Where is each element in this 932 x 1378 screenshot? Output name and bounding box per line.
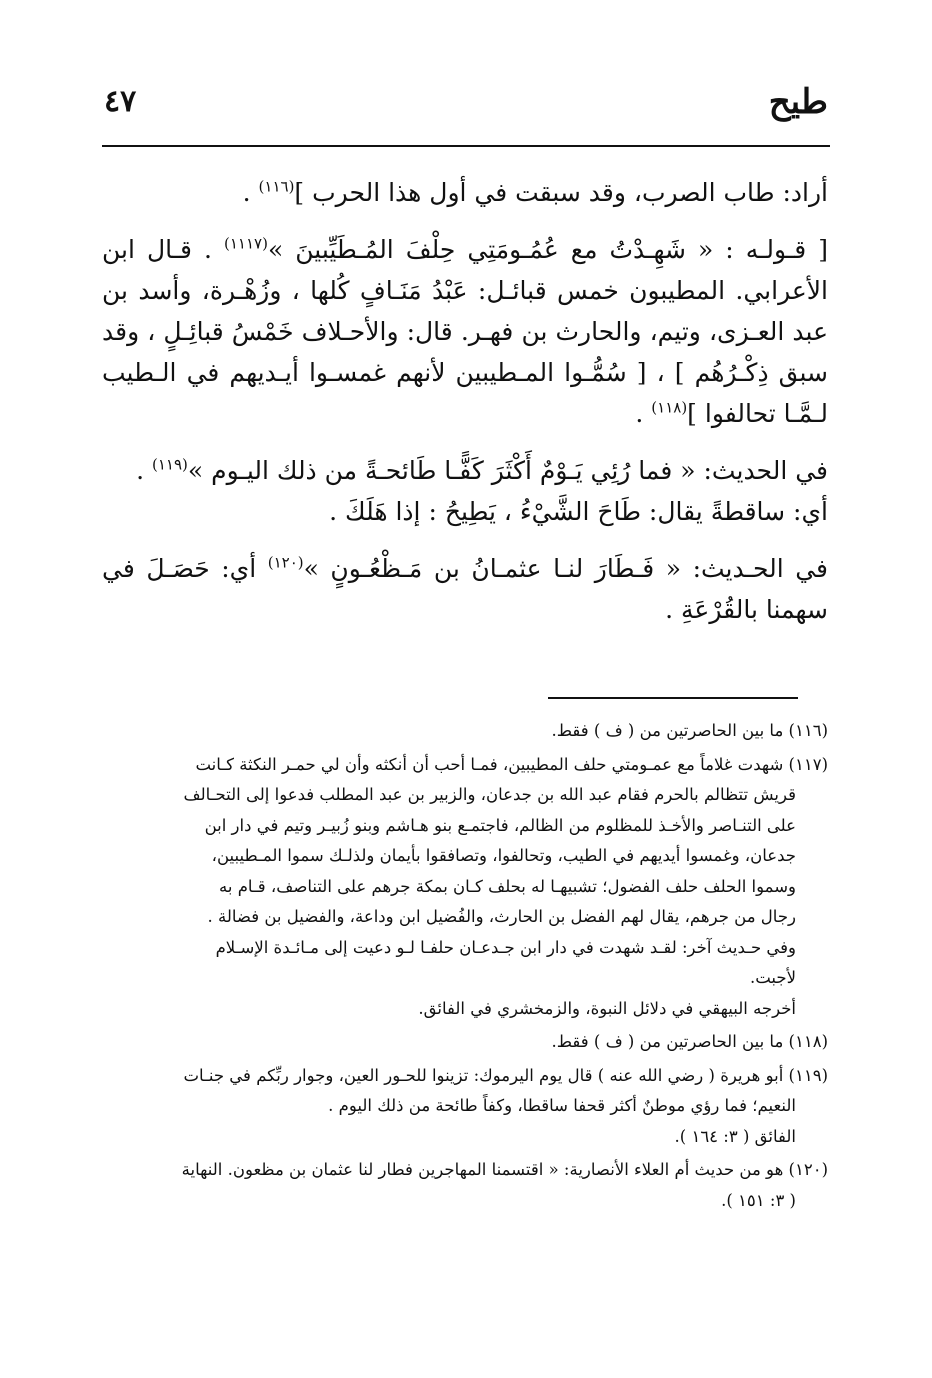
paragraph-1: أراد: طاب الصرب، وقد سبقت في أول هذا الحرب ]$^{(١١٦)}$ . — [242, 177, 828, 207]
page-header-title: طيح — [768, 82, 828, 122]
footnotes — [102, 716, 828, 1219]
footnote-120: (١٢٠) هو من حديث أم العلاء الأنصارية: « اقتسمنا المهاجرين فطار لنا عثمان بن مظعون. النهاية ( ٣: ١٥١ ). — [181, 1160, 828, 1210]
footnote-117: (١١٧) شهدت غلاماً مع عمـومتي حلف المطيبين، فمـا أحب أن أنكثه وأن لي حمـر النكثة كـانت قريش تتظالم بالحرم فقام عبد الله بن جدعان، والزبير بن عبد المطلب فدعوا إلى التحـالف على التنـاصر والأخـذ للمظلوم من الظالم، فاجتمـع بنو هـاشم وبنو زُبيـر وتيم في دار ابن جدعان، وغمسوا أيديهم في الطيب، وتحالفوا، وتصافقوا بأيمان ولذلـك سموا المـطيبين، وسموا الحلف حلف الفضول؛ تشبيهـا له بحلف كـان بمكة جرهم على التناصف، قـام به رجال من جرهم، يقال لهم الفضل بن الحارث، والفُضيل ابن وداعة، والفضيل بن فضالة . وفي حـديث آخر: لقـد شهدت في دار ابن جـدعـان حلفـا لـو دعيت إلى مـائـدة الإسـلام لأجبت. أخرجه البيهقي في دلائل النبوة، والزمخشري في الفائق. — [183, 754, 828, 1018]
footnote-ref-116: (١١٦) — [258, 177, 295, 196]
paragraph-3-text-b: أي: ساقطةً يقال: طَاحَ الشَّيْءُ ، يَطِيحُ : إذا هَلَكَ . — [329, 497, 828, 526]
footnote-ref-117: (١١١٧) — [223, 234, 268, 253]
header-divider — [102, 145, 830, 147]
footnote-divider — [548, 697, 798, 699]
paragraph-1-text: أراد: طاب الصرب، وقد سبقت في أول هذا الحرب ] — [294, 178, 828, 207]
page-number: ٤٧ — [104, 84, 137, 119]
footnote-ref-118: (١١٨) — [651, 398, 688, 417]
paragraph-3-text-a: في الحديث: « فما رُئِي يَـوْمٌ أَكْثَرَ كَفًّـا طَائحـةً من ذلك اليـوم » — [187, 456, 828, 485]
footnote-118: (١١٨) ما بين الحاصرتين من ( ف ) فقط. — [551, 1032, 828, 1051]
paragraph-2-text-a: [ قـولـه : « شَهِـدْتُ مع عُمُـومَتِي حِلْفَ المُـطَيِّبينَ » — [267, 235, 828, 264]
paragraph-4 — [102, 548, 828, 630]
footnote-116: (١١٦) ما بين الحاصرتين من ( ف ) فقط. — [551, 721, 828, 740]
paragraph-2-text-b: . قـال ابن الأعرابي. المطيبون خمس قبائـل: عَبْدُ مَنَـافٍ كُلها ، وزُهْـرة، وأسد بن عبد العـزى، وتيم، والحارث بن فهـر. قال: والأحـلاف خَمْسُ قبائِـلٍ ، وقد سبق ذِكْـرُهُم ] ، [ سُمُّـوا المـطيبين لأنهم غمسـوا أيـديهم في الـطيب لـمَّـا تحالفوا ] — [102, 235, 828, 428]
paragraph-3: في الحديث: « فما رُئِي يَـوْمٌ أَكْثَرَ كَفًّـا طَائحـةً من ذلك اليـوم »$^{(١١٩)}$ . — [136, 455, 828, 485]
paragraph-3-continued — [102, 491, 828, 532]
paragraph-4-text-a: في الحـديث: « فَـطَارَ لنـا عثمـانُ بن مَـظْعُـونٍ » — [303, 554, 828, 583]
footnote-119: (١١٩) أبو هريرة ( رضي الله عنه ) قال يوم اليرموك: تزينوا للحـور العين، وجوار ربِّكم في جنـات النعيم؛ فما رؤي موطنٌ أكثر قحفا ساقطا، وكفاً طائحة من ذلك اليوم . الفائق ( ٣: ١٦٤ ). — [183, 1065, 828, 1146]
paragraph-2: [ قـولـه : « شَهِـدْتُ مع عُمُـومَتِي حِلْفَ المُـطَيِّبينَ »$^{(١١١٧)}$ . قـال ابن الأعرابي. المطيبون خمس قبائـل: عَبْدُ مَنَـافٍ كُلها ، وزُهْـرة، وأسد بن عبد العـزى، وتيم، والحارث بن فهـر. قال: والأحـلاف خَمْسُ قبائِـلٍ ، وقد سبق ذِكْـرُهُم ] ، [ سُمُّـوا المـطيبين لأنهم غمسـوا أيـديهم في الـطيب لـمَّـا تحالفوا ]$^{(١١٨)}$ . — [102, 234, 828, 428]
footnote-ref-119: (١١٩) — [151, 455, 188, 474]
footnote-ref-120: (١٢٠) — [267, 553, 304, 572]
main-text — [102, 172, 828, 646]
paragraph-4-text-b: أي: حَصَـلَ في سهمنا بالقُرْعَةِ . — [102, 554, 828, 624]
